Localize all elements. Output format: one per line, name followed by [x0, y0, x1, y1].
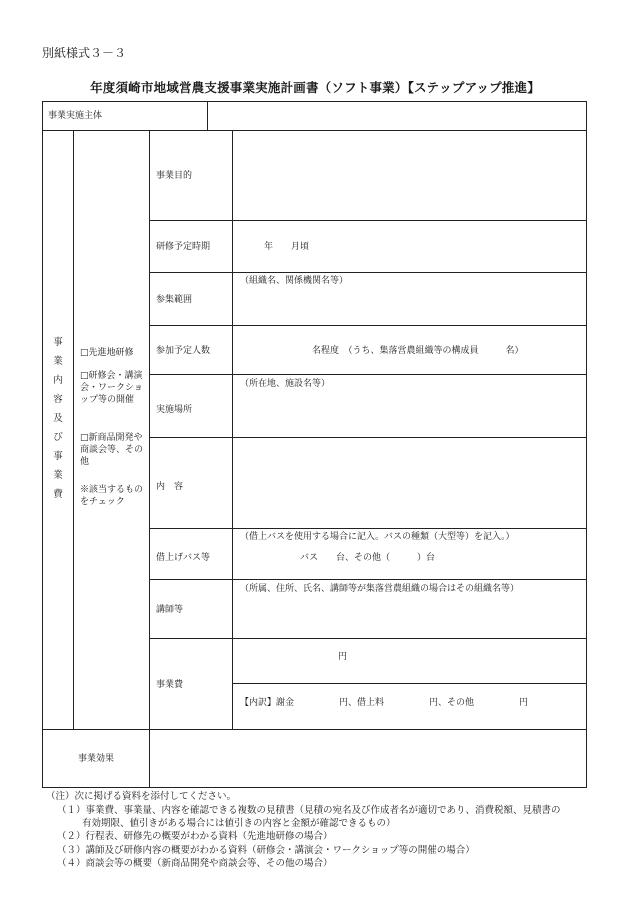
content-field[interactable] [234, 439, 584, 526]
effect-label: 事業効果 [78, 754, 115, 764]
bus-hint: （借上バスを使用する場合に記入。バスの種類（大型等）を記入。） [240, 532, 515, 542]
bus-label: 借上げバス等 [156, 553, 211, 563]
purpose-label: 事業目的 [156, 171, 193, 181]
note-item-1: （１）事業費、事業量、内容を確認できる複数の見積書（見積の宛名及び作成者名が適切であり、消費税額、見積書の [57, 805, 561, 816]
participants-value[interactable]: 名程度 （うち、集落営農組織等の構成員 名） [312, 346, 524, 356]
scope-hint[interactable]: （組織名、関係機関名等） [240, 276, 349, 286]
option-new-product-other[interactable]: □新商品開発や商談会等、その他 [80, 433, 144, 467]
implementer-field[interactable] [210, 103, 584, 129]
venue-label: 実施場所 [156, 405, 193, 415]
lecturer-hint[interactable]: （所属、住所、氏名、講師等が集落営農組織の場合はその組織名等） [240, 584, 520, 594]
scope-label: 参集範囲 [156, 295, 193, 305]
option-study-tour[interactable]: □先進地研修 [80, 348, 134, 358]
note-item-1-continued: 有効期限、値引きがある場合には値引きの内容と金額が確認できるもの） [82, 818, 396, 829]
document-title: 年度須崎市地域営農支援事業実施計画書（ソフト事業）【ステップアップ推進】 [90, 80, 540, 95]
content-and-cost-label: 事 業 内 容 及 び 事 業 費 [53, 337, 63, 500]
effect-field[interactable] [151, 731, 584, 785]
purpose-field[interactable] [234, 132, 584, 218]
venue-hint[interactable]: （所在地、施設名等） [240, 379, 331, 389]
cost-breakdown[interactable]: 【内訳】謝金 円、借上料 円、その他 円 [240, 698, 529, 708]
option-seminar-workshop[interactable]: □研修会・講演会・ワークショップ等の開催 [80, 371, 143, 405]
note-item-3: （３）講師及び研修内容の概要がわかる資料（研修会・講演会・ワークショップ等の開催の場合） [57, 845, 475, 856]
participants-label: 参加予定人数 [156, 346, 211, 356]
cost-label: 事業費 [156, 680, 184, 690]
bus-value[interactable]: バス 台、その他（ ）台 [300, 553, 436, 563]
content-label: 内 容 [156, 482, 184, 492]
cost-total[interactable]: 円 [338, 652, 348, 662]
note-item-4: （４）商談会等の概要（新商品開発や商談会等、その他の場合） [57, 858, 333, 869]
notes-intro: （注）次に掲げる資料を添付してください。 [46, 791, 237, 802]
implementer-label: 事業実施主体 [48, 111, 103, 121]
schedule-value[interactable]: 年 月頃 [264, 242, 310, 252]
note-item-2: （２）行程表、研修先の概要がわかる資料（先進地研修の場合） [57, 831, 333, 842]
form-number: 別紙様式３－３ [42, 46, 127, 60]
lecturer-label: 講師等 [156, 605, 184, 615]
schedule-label: 研修予定時期 [156, 242, 211, 252]
check-note: ※該当するものをチェック [80, 485, 144, 507]
